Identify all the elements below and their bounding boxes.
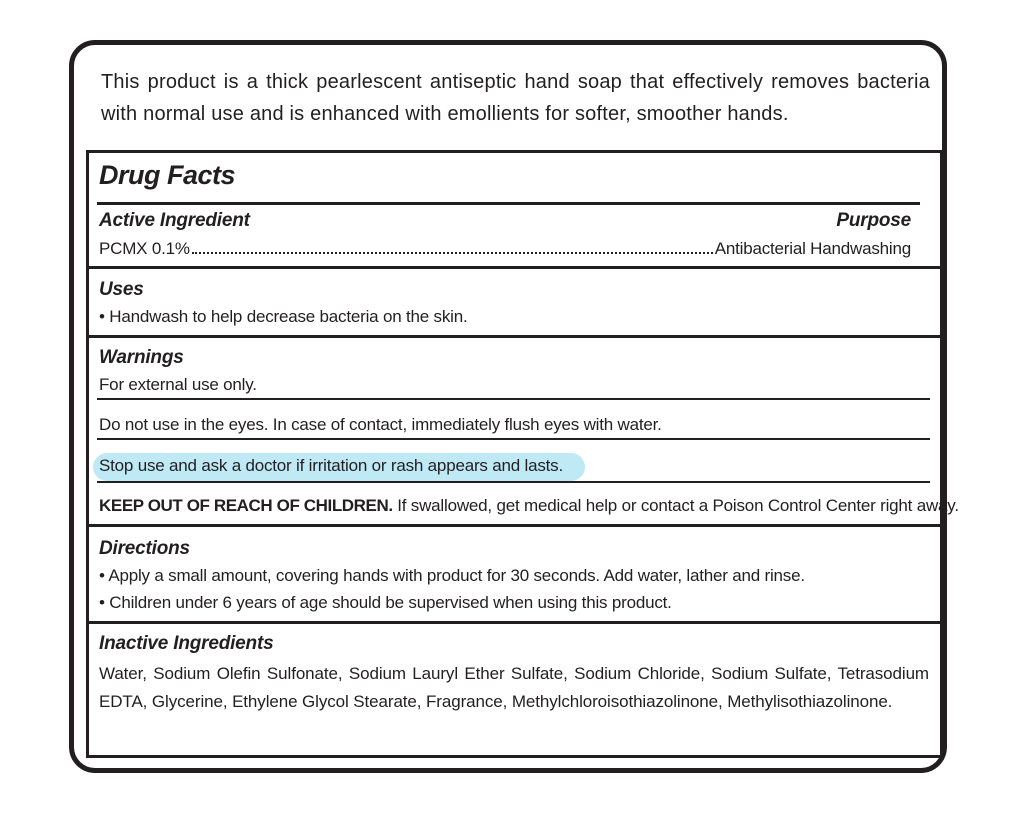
active-ingredient-row [99, 238, 911, 259]
warning-divider [97, 481, 930, 483]
title-rule [97, 202, 920, 205]
section-divider-inactive [88, 621, 941, 624]
inactive-ingredients-heading: Inactive Ingredients [99, 633, 274, 654]
active-ingredient-name: PCMX 0.1% [99, 239, 190, 258]
section-divider-directions [88, 524, 941, 527]
keep-out-rest: If swallowed, get medical help or contact a Poison Control Center right away. [392, 496, 959, 515]
active-ingredient-heading: Active Ingredient [99, 210, 250, 231]
keep-out-bold: KEEP OUT OF REACH OF CHILDREN. [99, 496, 393, 515]
warning-external-use: For external use only. [99, 375, 257, 394]
section-divider-warnings [88, 335, 941, 338]
inactive-ingredients-text: Water, Sodium Olefin Sulfonate, Sodium Lauryl Ether Sulfate, Sodium Chloride, Sodium Sulfate, Tetrasodium EDTA, Glycerine, Ethylene Glycol Stearate, Fragrance, Methylchloroisothiazolinone, Methylisothiazolinone. [99, 664, 929, 711]
uses-heading: Uses [99, 279, 144, 300]
product-description: This product is a thick pearlescent antiseptic hand soap that effectively removes bacteria with normal use and is enhanced with emollients for softer, smoother hands. [101, 71, 930, 125]
warning-keep-out-of-reach [99, 496, 959, 516]
section-divider-uses [88, 266, 941, 269]
warning-divider [97, 398, 930, 400]
directions-item: • Apply a small amount, covering hands with product for 30 seconds. Add water, lather and rinse. [99, 566, 805, 585]
warning-eyes: Do not use in the eyes. In case of contact, immediately flush eyes with water. [99, 415, 662, 434]
active-ingredient-purpose: Antibacterial Handwashing [714, 239, 911, 258]
directions-heading: Directions [99, 538, 190, 559]
warning-divider [97, 438, 930, 440]
directions-item: • Children under 6 years of age should be supervised when using this product. [99, 593, 672, 612]
warnings-heading: Warnings [99, 347, 184, 368]
dot-leader [192, 238, 713, 254]
uses-item: • Handwash to help decrease bacteria on the skin. [99, 307, 468, 326]
drug-facts-title: Drug Facts [99, 160, 236, 190]
warning-stop-use: Stop use and ask a doctor if irritation or rash appears and lasts. [99, 456, 564, 475]
purpose-heading: Purpose [836, 210, 911, 231]
